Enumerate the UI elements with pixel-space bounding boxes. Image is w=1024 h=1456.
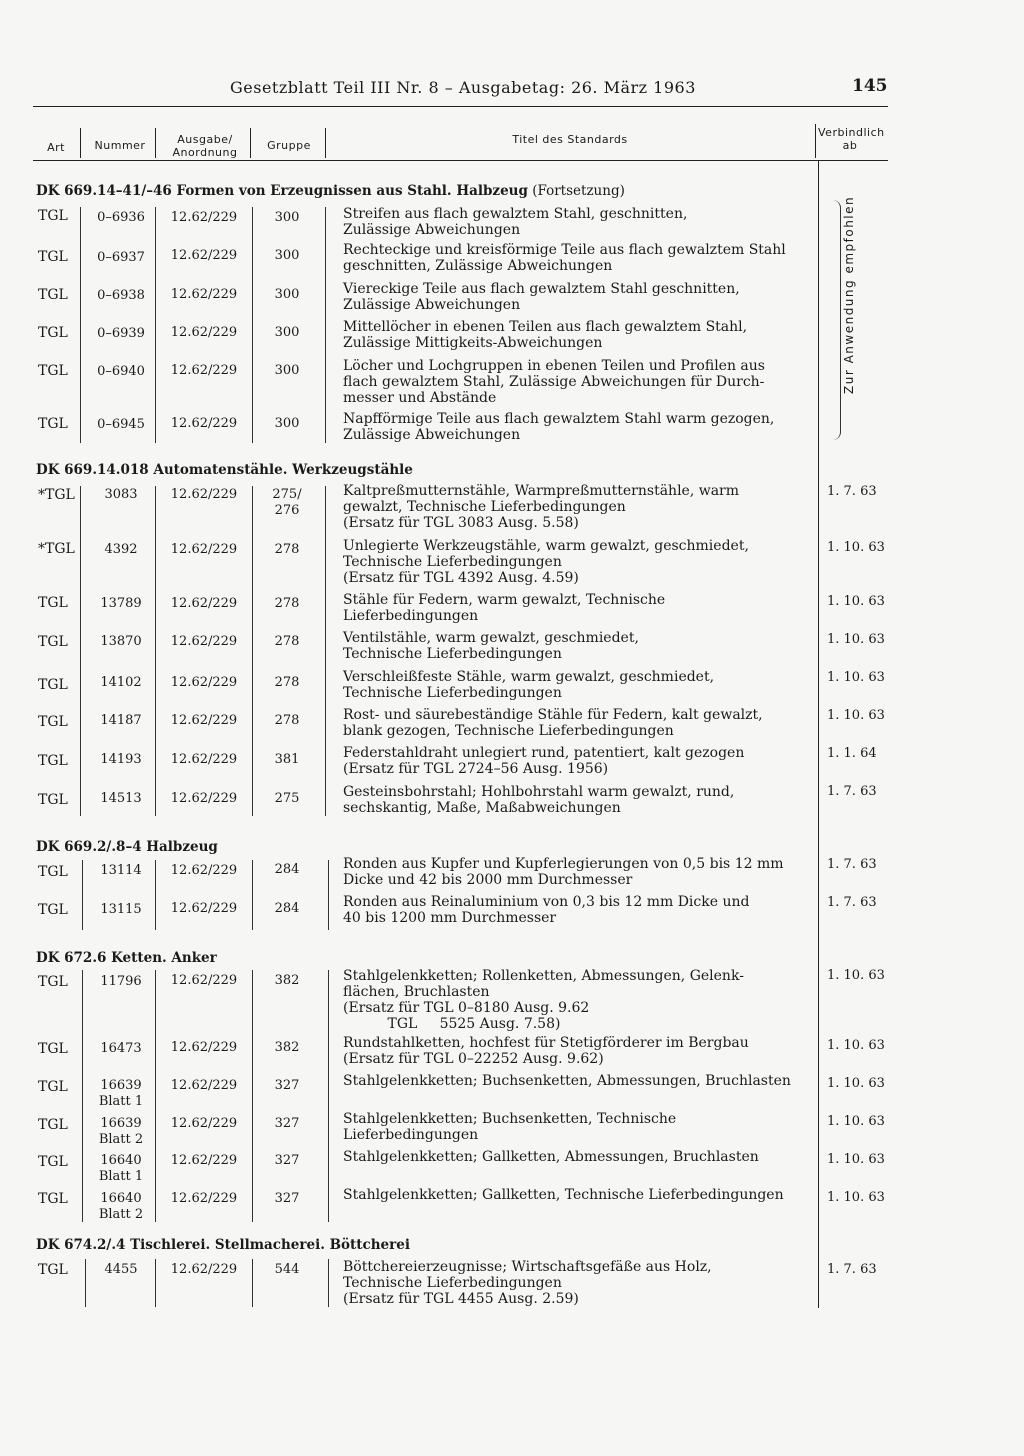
col-rule	[82, 970, 83, 1222]
cell-gruppe: 284	[274, 862, 300, 877]
cell-gruppe: 275	[274, 791, 300, 806]
cell-ausgabe: 12.62/229	[170, 542, 238, 557]
cell-ausgabe: 12.62/229	[170, 416, 238, 431]
cell-gruppe: 327	[274, 1191, 300, 1206]
section-heading: DK 669.14–41/–46 Formen von Erzeugnissen aus Stahl. Halbzeug (Fortsetzung)	[36, 183, 625, 199]
cell-datum: 1. 10. 63	[827, 670, 885, 685]
cell-nummer: 16640 Blatt 1	[98, 1153, 144, 1184]
cell-nummer: 14513	[100, 791, 142, 806]
col-rule	[252, 860, 253, 930]
cell-titel: Stahlgelenkketten; Rollenketten, Abmessungen, Gelenk- flächen, Bruchlasten (Ersatz für TGL 0–8180 Ausg. 9.62 TGL 5525 Ausg. 7.58)	[343, 968, 744, 1032]
cell-art: TGL	[38, 864, 68, 880]
cell-gruppe: 327	[274, 1078, 300, 1093]
cell-titel: Viereckige Teile aus flach gewalztem Stahl geschnitten, Zulässige Abweichungen	[343, 281, 740, 313]
cell-ausgabe: 12.62/229	[170, 1040, 238, 1055]
cell-nummer: 14102	[100, 675, 142, 690]
cell-nummer: 13870	[100, 634, 142, 649]
cell-titel: Stahlgelenkketten; Buchsenketten, Technische Lieferbedingungen	[343, 1111, 677, 1143]
cell-titel: Stähle für Federn, warm gewalzt, Technische Lieferbedingungen	[343, 592, 666, 624]
cell-datum: 1. 7. 63	[827, 1262, 877, 1277]
cell-art: TGL	[38, 208, 68, 224]
cell-titel: Verschleißfeste Stähle, warm gewalzt, geschmiedet, Technische Lieferbedingungen	[343, 669, 715, 701]
cell-ausgabe: 12.62/229	[170, 1191, 238, 1206]
cell-art: TGL	[38, 595, 68, 611]
cell-titel: Streifen aus flach gewalztem Stahl, geschnitten, Zulässige Abweichungen	[343, 206, 688, 238]
cell-ausgabe: 12.62/229	[170, 287, 238, 302]
cell-nummer: 16473	[100, 1041, 142, 1056]
col-titel: Titel des Standards	[512, 133, 628, 146]
cell-titel: Gesteinsbohrstahl; Hohlbohrstahl warm gewalzt, rund, sechskantig, Maße, Maßabweichungen	[343, 784, 735, 816]
cell-ausgabe: 12.62/229	[170, 863, 238, 878]
col-nummer: Nummer	[94, 139, 146, 152]
cell-datum: 1. 10. 63	[827, 632, 885, 647]
cell-art: TGL	[38, 974, 68, 990]
table-head-rule	[33, 160, 888, 161]
col-divider	[250, 128, 251, 158]
cell-nummer: 13114	[100, 863, 142, 878]
cell-titel: Rundstahlketten, hochfest für Stetigförderer im Bergbau (Ersatz für TGL 0–22252 Ausg. 9.62)	[343, 1035, 749, 1067]
cell-art: TGL	[38, 249, 68, 265]
col-divider	[155, 128, 156, 158]
cell-ausgabe: 12.62/229	[170, 1153, 238, 1168]
col-rule	[252, 1259, 253, 1307]
cell-titel: Rechteckige und kreisförmige Teile aus flach gewalztem Stahl geschnitten, Zulässige Abweichungen	[343, 242, 786, 274]
cell-art: TGL	[38, 363, 68, 379]
cell-ausgabe: 12.62/229	[170, 973, 238, 988]
col-rule	[252, 207, 253, 443]
cell-titel: Kaltpreßmutternstähle, Warmpreßmutternstähle, warm gewalzt, Technische Lieferbedingungen (Ersatz für TGL 3083 Ausg. 5.58)	[343, 483, 740, 531]
cell-ausgabe: 12.62/229	[170, 713, 238, 728]
col-rule	[328, 970, 329, 1222]
page-number: 145	[852, 76, 888, 96]
cell-gruppe: 300	[274, 210, 300, 225]
cell-nummer: 13789	[100, 596, 142, 611]
cell-nummer: 16639 Blatt 2	[98, 1116, 144, 1147]
col-ausgabe: Ausgabe/ Anordnung	[172, 133, 238, 159]
cell-ausgabe: 12.62/229	[170, 596, 238, 611]
col-rule	[325, 486, 326, 816]
col-verbindlich: Verbindlich ab	[818, 126, 885, 152]
col-rule	[155, 970, 156, 1222]
cell-datum: 1. 10. 63	[827, 540, 885, 555]
cell-art: TGL	[38, 1117, 68, 1133]
cell-ausgabe: 12.62/229	[170, 248, 238, 263]
cell-datum: 1. 10. 63	[827, 1038, 885, 1053]
cell-gruppe: 278	[274, 713, 300, 728]
cell-ausgabe: 12.62/229	[170, 210, 238, 225]
cell-gruppe: 284	[274, 901, 300, 916]
col-rule	[155, 1259, 156, 1307]
cell-titel: Löcher und Lochgruppen in ebenen Teilen und Profilen aus flach gewalztem Stahl, Zulässige Abweichungen für Durch- messer und Abstände	[343, 358, 765, 406]
cell-gruppe: 327	[274, 1116, 300, 1131]
page-header: Gesetzblatt Teil III Nr. 8 – Ausgabetag: 26. März 1963	[230, 78, 696, 97]
cell-titel: Böttchereierzeugnisse; Wirtschaftsgefäße aus Holz, Technische Lieferbedingungen (Ersatz für TGL 4455 Ausg. 2.59)	[343, 1259, 712, 1307]
cell-ausgabe: 12.62/229	[170, 901, 238, 916]
col-rule	[155, 486, 156, 816]
col-rule	[252, 970, 253, 1222]
cell-nummer: 0–6936	[97, 210, 145, 225]
cell-art: TGL	[38, 677, 68, 693]
cell-art: *TGL	[38, 541, 75, 557]
cell-art: TGL	[38, 1154, 68, 1170]
col-rule	[325, 207, 326, 443]
col-rule	[85, 1259, 86, 1307]
col-rule	[328, 860, 329, 930]
cell-titel: Rost- und säurebeständige Stähle für Federn, kalt gewalzt, blank gezogen, Technische Lieferbedingungen	[343, 707, 763, 739]
cell-art: TGL	[38, 1041, 68, 1057]
cell-gruppe: 300	[274, 248, 300, 263]
cell-nummer: 0–6938	[97, 288, 145, 303]
cell-datum: 1. 7. 63	[827, 784, 877, 799]
verbindlich-divider	[818, 160, 819, 1308]
col-rule	[82, 860, 83, 930]
cell-nummer: 0–6937	[97, 250, 145, 265]
cell-gruppe: 382	[274, 1040, 300, 1055]
cell-ausgabe: 12.62/229	[170, 1078, 238, 1093]
cell-art: TGL	[38, 325, 68, 341]
cell-art: TGL	[38, 1191, 68, 1207]
cell-titel: Ronden aus Reinaluminium von 0,3 bis 12 mm Dicke und 40 bis 1200 mm Durchmesser	[343, 894, 750, 926]
cell-nummer: 14187	[100, 713, 142, 728]
cell-nummer: 16640 Blatt 2	[98, 1191, 144, 1222]
cell-nummer: 4392	[104, 542, 138, 557]
cell-gruppe: 278	[274, 634, 300, 649]
col-rule	[252, 486, 253, 816]
cell-datum: 1. 10. 63	[827, 1190, 885, 1205]
cell-nummer: 3083	[104, 487, 138, 502]
cell-ausgabe: 12.62/229	[170, 487, 238, 502]
cell-art: TGL	[38, 902, 68, 918]
col-art: Art	[47, 141, 65, 154]
cell-titel: Unlegierte Werkzeugstähle, warm gewalzt, geschmiedet, Technische Lieferbedingungen (Ersatz für TGL 4392 Ausg. 4.59)	[343, 538, 749, 586]
cell-nummer: 16639 Blatt 1	[98, 1078, 144, 1109]
cell-titel: Napfförmige Teile aus flach gewalztem Stahl warm gezogen, Zulässige Abweichungen	[343, 411, 775, 443]
cell-gruppe: 544	[274, 1262, 300, 1277]
cell-gruppe: 300	[274, 325, 300, 340]
cell-ausgabe: 12.62/229	[170, 791, 238, 806]
cell-gruppe: 278	[274, 542, 300, 557]
cell-art: TGL	[38, 714, 68, 730]
cell-titel: Mittellöcher in ebenen Teilen aus flach gewalztem Stahl, Zulässige Mittigkeits-Abweichungen	[343, 319, 748, 351]
brace	[826, 200, 841, 440]
cell-titel: Stahlgelenkketten; Buchsenketten, Abmessungen, Bruchlasten	[343, 1073, 791, 1089]
section-heading: DK 672.6 Ketten. Anker	[36, 950, 217, 966]
cell-art: TGL	[38, 1262, 68, 1278]
section-heading: DK 669.2/.8–4 Halbzeug	[36, 839, 218, 855]
cell-nummer: 14193	[100, 752, 142, 767]
cell-titel: Ventilstähle, warm gewalzt, geschmiedet, Technische Lieferbedingungen	[343, 630, 639, 662]
cell-nummer: 0–6945	[97, 417, 145, 432]
cell-ausgabe: 12.62/229	[170, 1116, 238, 1131]
cell-ausgabe: 12.62/229	[170, 1262, 238, 1277]
cell-datum: 1. 10. 63	[827, 1152, 885, 1167]
cell-art: TGL	[38, 634, 68, 650]
rotated-note: Zur Anwendung empfohlen	[842, 195, 856, 394]
cell-nummer: 0–6939	[97, 326, 145, 341]
col-rule	[155, 860, 156, 930]
cell-art: TGL	[38, 753, 68, 769]
col-rule	[155, 207, 156, 443]
col-divider	[325, 128, 326, 158]
cell-datum: 1. 7. 63	[827, 857, 877, 872]
cell-art: TGL	[38, 792, 68, 808]
cell-ausgabe: 12.62/229	[170, 752, 238, 767]
cell-gruppe: 327	[274, 1153, 300, 1168]
cell-datum: 1. 10. 63	[827, 1076, 885, 1091]
cell-gruppe: 275/ 276	[272, 487, 302, 518]
cell-datum: 1. 10. 63	[827, 708, 885, 723]
cell-gruppe: 382	[274, 973, 300, 988]
cell-datum: 1. 7. 63	[827, 895, 877, 910]
cell-datum: 1. 10. 63	[827, 1114, 885, 1129]
cell-nummer: 11796	[100, 974, 142, 989]
cell-nummer: 0–6940	[97, 364, 145, 379]
cell-nummer: 13115	[100, 902, 142, 917]
cell-art: *TGL	[38, 487, 75, 503]
col-gruppe: Gruppe	[267, 139, 311, 152]
cell-ausgabe: 12.62/229	[170, 675, 238, 690]
cell-art: TGL	[38, 1079, 68, 1095]
cell-datum: 1. 1. 64	[827, 746, 877, 761]
col-divider	[80, 128, 81, 158]
col-divider	[815, 124, 816, 158]
cell-titel: Federstahldraht unlegiert rund, patentiert, kalt gezogen (Ersatz für TGL 2724–56 Ausg. 1956)	[343, 745, 745, 777]
cell-nummer: 4455	[104, 1262, 138, 1277]
cell-ausgabe: 12.62/229	[170, 325, 238, 340]
cell-art: TGL	[38, 287, 68, 303]
cell-gruppe: 381	[274, 752, 300, 767]
header-rule	[33, 106, 888, 107]
cell-gruppe: 278	[274, 596, 300, 611]
cell-art: TGL	[38, 416, 68, 432]
cell-datum: 1. 10. 63	[827, 968, 885, 983]
section-heading: DK 669.14.018 Automatenstähle. Werkzeugstähle	[36, 462, 413, 478]
col-rule	[80, 486, 81, 816]
cell-datum: 1. 10. 63	[827, 594, 885, 609]
cell-ausgabe: 12.62/229	[170, 634, 238, 649]
cell-gruppe: 278	[274, 675, 300, 690]
cell-ausgabe: 12.62/229	[170, 363, 238, 378]
cell-gruppe: 300	[274, 363, 300, 378]
col-rule	[80, 207, 81, 443]
cell-titel: Stahlgelenkketten; Gallketten, Technische Lieferbedingungen	[343, 1187, 784, 1203]
cell-titel: Ronden aus Kupfer und Kupferlegierungen von 0,5 bis 12 mm Dicke und 42 bis 2000 mm Durchmesser	[343, 856, 784, 888]
cell-titel: Stahlgelenkketten; Gallketten, Abmessungen, Bruchlasten	[343, 1149, 759, 1165]
cell-datum: 1. 7. 63	[827, 484, 877, 499]
cell-gruppe: 300	[274, 287, 300, 302]
col-rule	[328, 1259, 329, 1307]
cell-gruppe: 300	[274, 416, 300, 431]
section-heading: DK 674.2/.4 Tischlerei. Stellmacherei. Böttcherei	[36, 1237, 410, 1253]
